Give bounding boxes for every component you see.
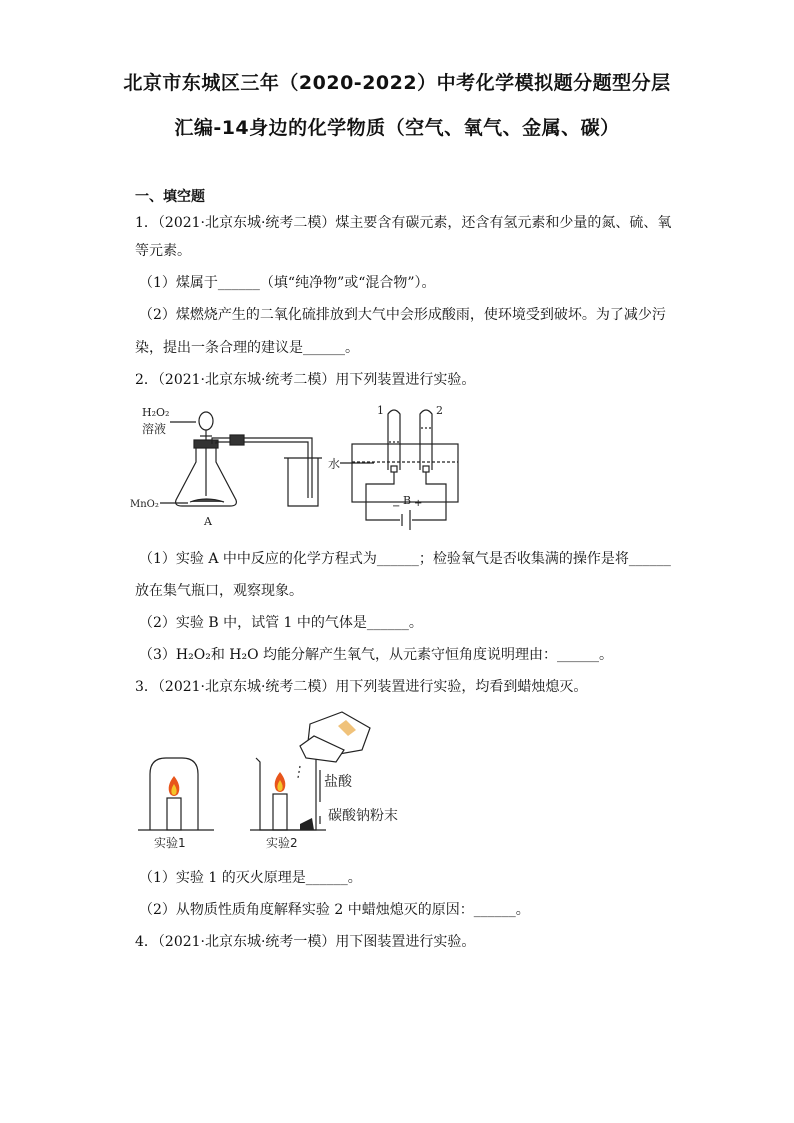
- q3-candle-figure: [130, 706, 420, 856]
- q2-part-2: （2）实验 B 中，试管 1 中的气体是______。: [139, 615, 423, 631]
- q2-stem: 2．（2021·北京东城·统考二模）用下列装置进行实验。: [135, 372, 476, 388]
- wire-positive: [412, 472, 446, 520]
- q2-part-3: （3）H₂O₂和 H₂O 均能分解产生氧气，从元素守恒角度说明理由：______。: [139, 647, 614, 663]
- tube-clamp: [230, 435, 244, 445]
- experiment-2: [250, 712, 398, 850]
- electrode-2: [423, 466, 429, 472]
- separatory-funnel: [199, 412, 213, 430]
- test-tube-2: [420, 410, 432, 470]
- powder-label: 碳酸钠粉末: [328, 808, 398, 824]
- experiment-1: [138, 758, 214, 850]
- section-heading: 一、填空题: [135, 189, 205, 205]
- q3-stem: 3．（2021·北京东城·统考二模）用下列装置进行实验，均看到蜡烛熄灭。: [135, 679, 588, 695]
- q1-part-1: （1）煤属于______（填“纯净物”或“混合物”）。: [139, 275, 436, 291]
- delivery-tube-inner: [216, 442, 308, 498]
- delivery-tube: [212, 438, 312, 498]
- electrode-1: [391, 466, 397, 472]
- page-title-line-2: 汇编-14身边的化学物质（空气、氧气、金属、碳）: [174, 117, 620, 139]
- water-label: 水: [328, 457, 341, 471]
- gas-collecting-jar: [288, 458, 318, 506]
- test-tube-1: [388, 410, 400, 470]
- wire-negative: [366, 472, 400, 520]
- apparatus-a: [130, 406, 322, 528]
- apparatus-a-label: A: [204, 515, 212, 528]
- acid-stream: [298, 766, 300, 778]
- page-title-line-1: 北京市东城区三年（2020-2022）中考化学模拟题分题型分层: [123, 72, 671, 94]
- q4-stem: 4．（2021·北京东城·统考一模）用下图装置进行实验。: [135, 934, 476, 950]
- acid-label: 盐酸: [324, 774, 352, 790]
- apparatus-b-label: B: [403, 494, 412, 507]
- q2-part-1-line-2: 放在集气瓶口，观察现象。: [135, 583, 303, 599]
- q2-part-1-line-1: （1）实验 A 中中反应的化学方程式为______；检验氧气是否收集满的操作是将______: [139, 551, 671, 567]
- candle-1: [167, 798, 181, 830]
- mno2-label: MnO₂: [130, 499, 159, 510]
- apparatus-b: [328, 404, 458, 530]
- q1-stem-line-2: 等元素。: [135, 243, 191, 259]
- tube-2-label: 2: [436, 404, 443, 417]
- q3-part-2: （2）从物质性质角度解释实验 2 中蜡烛熄灭的原因：______。: [139, 902, 530, 918]
- candle-2: [273, 794, 287, 830]
- rubber-stopper: [194, 440, 218, 448]
- q3-part-1: （1）实验 1 的灭火原理是______。: [139, 870, 362, 886]
- mno2-solid: [190, 499, 224, 502]
- h2o2-label: H₂O₂: [142, 406, 170, 419]
- q1-part-2-line-1: （2）煤燃烧产生的二氧化硫排放到大气中会形成酸雨，使环境受到破坏。为了减少污: [139, 307, 666, 323]
- sodium-carbonate-powder: [300, 818, 314, 830]
- exp-1-label: 实验1: [154, 836, 186, 850]
- q1-stem-line-1: 1．（2021·北京东城·统考二模）煤主要含有碳元素，还含有氢元素和少量的氮、硫、氧: [135, 215, 672, 231]
- q2-apparatus-figure: [130, 400, 475, 530]
- q1-part-2-line-2: 染，提出一条合理的建议是______。: [135, 340, 359, 356]
- tube-1-label: 1: [377, 404, 384, 417]
- exp-2-label: 实验2: [266, 836, 298, 850]
- solution-label: 溶液: [142, 422, 167, 436]
- battery-plus-sign: +: [414, 498, 423, 509]
- battery-minus-sign: −: [392, 501, 401, 512]
